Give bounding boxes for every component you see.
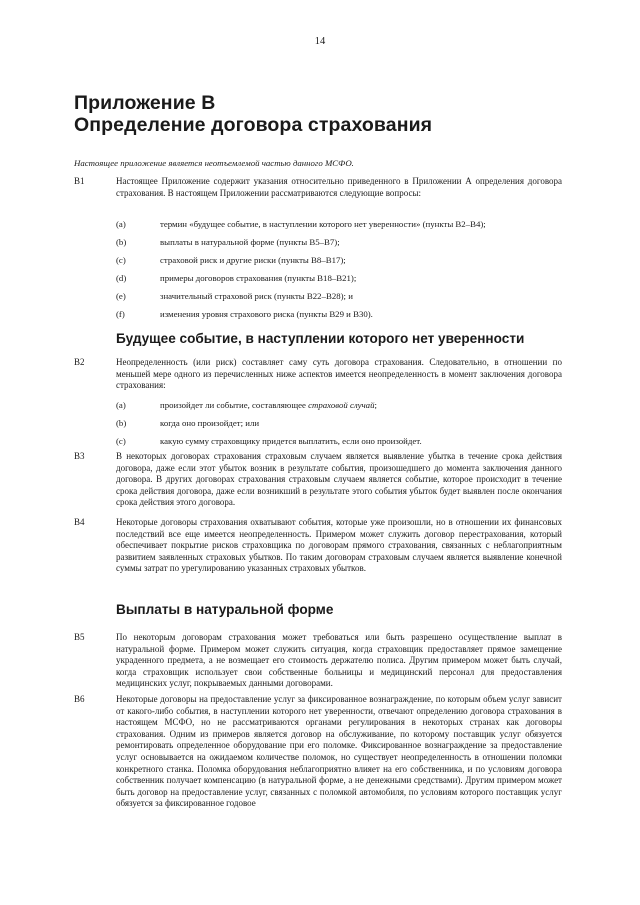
paragraph-text: В некоторых договорах страхования страховым случаем является выявление убытка в течение срока действия договора, даже если этот убыток возник в результате события, произошедшего до момента заключения данного договора. В других договорах страхования страховым случаем является событие, которое происходит в течение срока действия договора, даже если возникший в результате этого события убыток будет выявлен после окончания срока действия этого договора. xyxy=(116,451,562,508)
paragraph-number: B5 xyxy=(74,632,85,642)
section-heading: Будущее событие, в наступлении которого нет уверенности xyxy=(116,331,525,346)
paragraph-number: B3 xyxy=(74,451,85,461)
paragraph-text: Настоящее Приложение содержит указания относительно приведенного в Приложении А определения договора страхования. В настоящем Приложении рассматриваются следующие вопросы: xyxy=(116,176,562,198)
list-label: (a) xyxy=(116,400,126,410)
section-heading: Выплаты в натуральной форме xyxy=(116,602,334,617)
paragraph-text: Некоторые договоры страхования охватывают события, которые уже произошли, но в отношении их финансовых последствий все еще имеется неопределенность. Примером может служить договор перестрахования, который обеспечивает покрытие рисков страховщика по договорам прямого страхования, связанных с неблагоприятным развитием заявленных страховых убытков. По таким договорам страховым случаем является выявление конечной суммы затрат по урегулированию указанных страховых убытков. xyxy=(116,517,562,574)
list-text: выплаты в натуральной форме (пункты В5–В7); xyxy=(160,237,340,247)
list-text: изменения уровня страхового риска (пункты В29 и В30). xyxy=(160,309,373,319)
list-label: (d) xyxy=(116,273,127,283)
list-text: термин «будущее событие, в наступлении которого нет уверенности» (пункты В2–В4); xyxy=(160,219,486,229)
paragraph-text: Неопределенность (или риск) составляет саму суть договора страхования. Следовательно, в отношении по меньшей мере одного из перечисленных ниже аспектов имеется неопределенность в момент заключения договора страхования: xyxy=(116,357,562,391)
paragraph-text: По некоторым договорам страхования может требоваться или быть разрешено осуществление выплат в натуральной форме. Примером может служить ситуация, когда страховщик предоставляет прямое замещение украденного предмета, а не возмещает его стоимость держателю полиса. Другим примером может быть случай, когда страховщик использует свои собственные больницы и медицинский персонал для предоставления медицинских услуг, покрываемых данными договорами. xyxy=(116,632,562,689)
intro-note: Настоящее приложение является неотъемлемой частью данного МСФО. xyxy=(74,158,354,168)
list-text: произойдет ли событие, составляющее страховой случай; xyxy=(160,400,377,410)
list-label: (c) xyxy=(116,436,126,446)
paragraph-number: B2 xyxy=(74,357,85,367)
paragraph-text: Некоторые договоры на предоставление услуг за фиксированное вознаграждение, по которым объем услуг зависит от какого-либо события, в наступлении которого нет уверенности, отвечают определению договора страхования в настоящем МСФО, но не рассматриваются органами регулирования в некоторых странах как договоры страхования. Одним из примеров является договор на обслуживание, по которому поставщик услуг обязуется ремонтировать определенное оборудование при его поломке. Фиксированное вознаграждение за предоставление услуг основывается на ожидаемом количестве поломок, но существует неопределенность в отношении поломки конкретного станка. Поломка оборудования неблагоприятно влияет на его собственника, и по условиям договора собственник получает компенсацию (в натуральной форме, а не денежными средствами). Другим примером может быть договор на предоставление услуг, связанных с поломкой автомобиля, по условиям которого поставщик услуг обязуется за фиксированное годовое xyxy=(116,694,562,809)
appendix-title-line1: Приложение В xyxy=(74,92,216,114)
list-label: (b) xyxy=(116,418,127,428)
term-italic: страховой случай xyxy=(308,400,375,410)
list-text: примеры договоров страхования (пункты В18–В21); xyxy=(160,273,357,283)
list-text: когда оно произойдет; или xyxy=(160,418,260,428)
list-text: страховой риск и другие риски (пункты В8–В17); xyxy=(160,255,346,265)
page-number: 14 xyxy=(314,36,326,47)
list-label: (e) xyxy=(116,291,126,301)
list-text: какую сумму страховщику придется выплатить, если оно произойдет. xyxy=(160,436,422,446)
list-label: (c) xyxy=(116,255,126,265)
appendix-title-line2: Определение договора страхования xyxy=(74,114,433,136)
paragraph-number: B4 xyxy=(74,517,85,527)
list-label: (a) xyxy=(116,219,126,229)
list-label: (f) xyxy=(116,309,125,319)
appendix-title xyxy=(74,92,432,136)
paragraph-number: B1 xyxy=(74,176,85,186)
list-text: значительный страховой риск (пункты В22–В28); и xyxy=(160,291,353,301)
list-label: (b) xyxy=(116,237,127,247)
paragraph-number: B6 xyxy=(74,694,85,704)
